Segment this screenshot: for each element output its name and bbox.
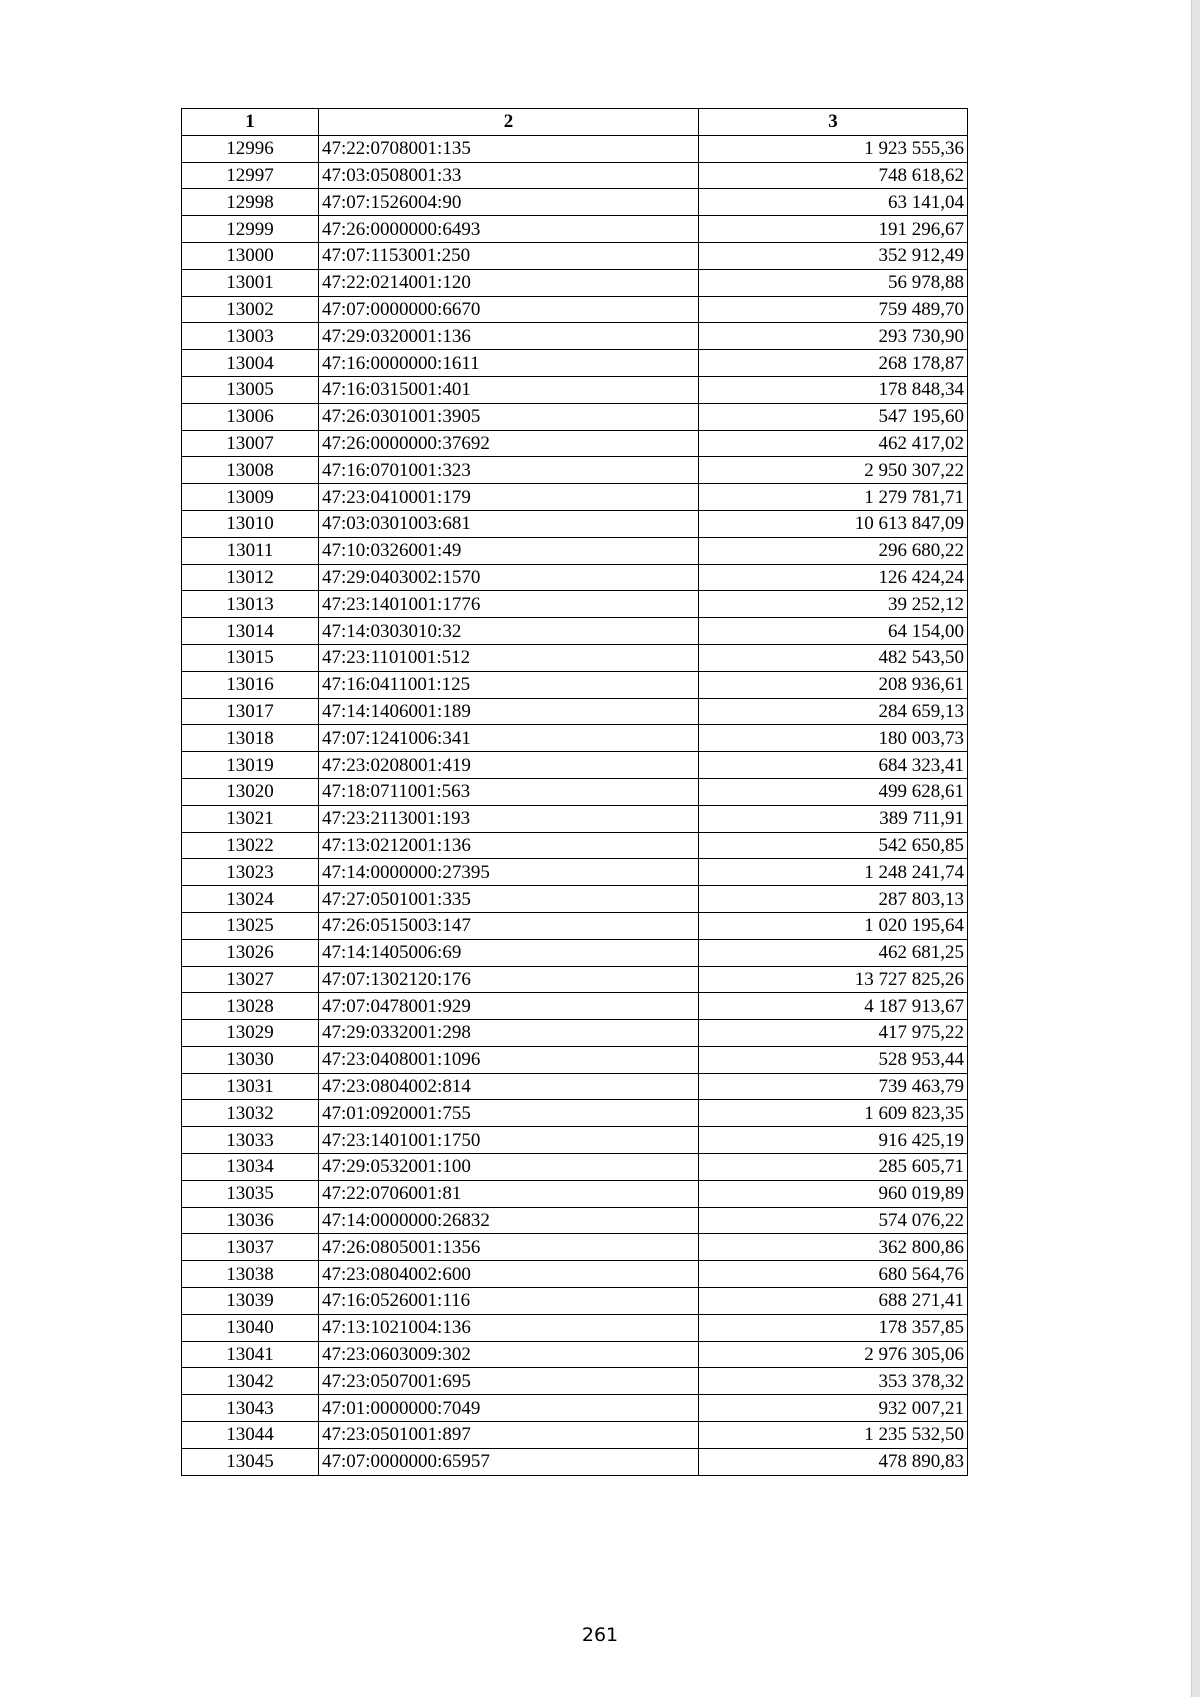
table-row [182,1020,968,1047]
table-row [182,376,968,403]
row-number-cell: 13019 [182,752,319,779]
table-row [182,1368,968,1395]
cadastral-number-cell: 47:29:0320001:136 [319,323,699,350]
row-number-cell: 13027 [182,966,319,993]
table-row [182,859,968,886]
amount-cell: 1 020 195,64 [699,912,968,939]
amount-cell: 916 425,19 [699,1127,968,1154]
amount-cell: 748 618,62 [699,162,968,189]
row-number-cell: 13026 [182,939,319,966]
row-number-cell: 13038 [182,1261,319,1288]
amount-cell: 39 252,12 [699,591,968,618]
row-number-cell: 13015 [182,644,319,671]
table-row [182,1073,968,1100]
amount-cell: 13 727 825,26 [699,966,968,993]
cadastral-number-cell: 47:03:0301003:681 [319,510,699,537]
table-row [182,912,968,939]
column-header-1: 1 [182,109,319,136]
cadastral-number-cell: 47:14:1405006:69 [319,939,699,966]
amount-cell: 287 803,13 [699,886,968,913]
amount-cell: 293 730,90 [699,323,968,350]
table-row [182,564,968,591]
row-number-cell: 13034 [182,1154,319,1181]
amount-cell: 296 680,22 [699,537,968,564]
row-number-cell: 13025 [182,912,319,939]
cadastral-number-cell: 47:26:0301001:3905 [319,403,699,430]
amount-cell: 499 628,61 [699,778,968,805]
amount-cell: 1 923 555,36 [699,135,968,162]
amount-cell: 208 936,61 [699,671,968,698]
row-number-cell: 13014 [182,618,319,645]
table-row [182,1448,968,1475]
amount-cell: 759 489,70 [699,296,968,323]
amount-cell: 1 235 532,50 [699,1422,968,1449]
table-row [182,510,968,537]
row-number-cell: 13041 [182,1341,319,1368]
cadastral-number-cell: 47:29:0532001:100 [319,1154,699,1181]
amount-cell: 932 007,21 [699,1395,968,1422]
amount-cell: 1 248 241,74 [699,859,968,886]
row-number-cell: 13037 [182,1234,319,1261]
amount-cell: 180 003,73 [699,725,968,752]
cadastral-number-cell: 47:10:0326001:49 [319,537,699,564]
table-row [182,537,968,564]
amount-cell: 1 279 781,71 [699,484,968,511]
table-row [182,1261,968,1288]
row-number-cell: 13012 [182,564,319,591]
row-number-cell: 13023 [182,859,319,886]
cadastral-number-cell: 47:23:0804002:600 [319,1261,699,1288]
column-header-3: 3 [699,109,968,136]
row-number-cell: 13040 [182,1314,319,1341]
cadastral-number-cell: 47:22:0708001:135 [319,135,699,162]
amount-cell: 284 659,13 [699,698,968,725]
table-row [182,1395,968,1422]
table-row [182,1127,968,1154]
amount-cell: 462 417,02 [699,430,968,457]
row-number-cell: 13033 [182,1127,319,1154]
row-number-cell: 13045 [182,1448,319,1475]
cadastral-number-cell: 47:16:0315001:401 [319,376,699,403]
cadastral-number-cell: 47:14:0000000:26832 [319,1207,699,1234]
table-row [182,591,968,618]
table-row [182,189,968,216]
row-number-cell: 13005 [182,376,319,403]
table-row [182,671,968,698]
cadastral-number-cell: 47:23:1401001:1750 [319,1127,699,1154]
table-row [182,216,968,243]
row-number-cell: 12998 [182,189,319,216]
cadastral-number-cell: 47:22:0214001:120 [319,269,699,296]
row-number-cell: 13036 [182,1207,319,1234]
row-number-cell: 13007 [182,430,319,457]
amount-cell: 739 463,79 [699,1073,968,1100]
cadastral-number-cell: 47:13:0212001:136 [319,832,699,859]
row-number-cell: 13000 [182,242,319,269]
table-row [182,725,968,752]
row-number-cell: 13020 [182,778,319,805]
amount-cell: 362 800,86 [699,1234,968,1261]
row-number-cell: 13032 [182,1100,319,1127]
row-number-cell: 13018 [182,725,319,752]
table-row [182,350,968,377]
amount-cell: 574 076,22 [699,1207,968,1234]
table-row [182,269,968,296]
cadastral-number-cell: 47:29:0332001:298 [319,1020,699,1047]
table-row [182,162,968,189]
row-number-cell: 13042 [182,1368,319,1395]
table-row [182,993,968,1020]
cadastral-number-cell: 47:07:1302120:176 [319,966,699,993]
amount-cell: 482 543,50 [699,644,968,671]
table-row [182,886,968,913]
data-table [181,108,968,1476]
amount-cell: 547 195,60 [699,403,968,430]
table-row [182,242,968,269]
cadastral-number-cell: 47:13:1021004:136 [319,1314,699,1341]
cadastral-number-cell: 47:07:1241006:341 [319,725,699,752]
cadastral-number-cell: 47:23:0507001:695 [319,1368,699,1395]
row-number-cell: 13006 [182,403,319,430]
row-number-cell: 13004 [182,350,319,377]
amount-cell: 268 178,87 [699,350,968,377]
row-number-cell: 13003 [182,323,319,350]
amount-cell: 191 296,67 [699,216,968,243]
table-row [182,1207,968,1234]
row-number-cell: 13017 [182,698,319,725]
table-row [182,484,968,511]
row-number-cell: 13029 [182,1020,319,1047]
table-header [182,109,968,136]
amount-cell: 352 912,49 [699,242,968,269]
cadastral-number-cell: 47:03:0508001:33 [319,162,699,189]
row-number-cell: 13024 [182,886,319,913]
cadastral-number-cell: 47:26:0000000:6493 [319,216,699,243]
table-row [182,966,968,993]
cadastral-number-cell: 47:07:0478001:929 [319,993,699,1020]
amount-cell: 4 187 913,67 [699,993,968,1020]
row-number-cell: 13002 [182,296,319,323]
row-number-cell: 13009 [182,484,319,511]
table-row [182,1180,968,1207]
row-number-cell: 13043 [182,1395,319,1422]
amount-cell: 680 564,76 [699,1261,968,1288]
cadastral-number-cell: 47:26:0805001:1356 [319,1234,699,1261]
amount-cell: 285 605,71 [699,1154,968,1181]
row-number-cell: 13021 [182,805,319,832]
amount-cell: 417 975,22 [699,1020,968,1047]
amount-cell: 353 378,32 [699,1368,968,1395]
cadastral-number-cell: 47:01:0920001:755 [319,1100,699,1127]
cadastral-number-cell: 47:23:0603009:302 [319,1341,699,1368]
amount-cell: 1 609 823,35 [699,1100,968,1127]
cadastral-number-cell: 47:29:0403002:1570 [319,564,699,591]
table-row [182,323,968,350]
row-number-cell: 12996 [182,135,319,162]
amount-cell: 478 890,83 [699,1448,968,1475]
table-row [182,296,968,323]
cadastral-number-cell: 47:23:0208001:419 [319,752,699,779]
column-header-2: 2 [319,109,699,136]
cadastral-number-cell: 47:16:0411001:125 [319,671,699,698]
row-number-cell: 13010 [182,510,319,537]
cadastral-number-cell: 47:07:0000000:6670 [319,296,699,323]
amount-cell: 2 976 305,06 [699,1341,968,1368]
row-number-cell: 13030 [182,1046,319,1073]
table-row [182,1422,968,1449]
cadastral-number-cell: 47:23:1401001:1776 [319,591,699,618]
cadastral-number-cell: 47:27:0501001:335 [319,886,699,913]
row-number-cell: 13028 [182,993,319,1020]
table-row [182,1046,968,1073]
table-row [182,618,968,645]
amount-cell: 528 953,44 [699,1046,968,1073]
table-row [182,1288,968,1315]
amount-cell: 63 141,04 [699,189,968,216]
row-number-cell: 13008 [182,457,319,484]
cadastral-number-cell: 47:23:0408001:1096 [319,1046,699,1073]
cadastral-number-cell: 47:14:1406001:189 [319,698,699,725]
row-number-cell: 13035 [182,1180,319,1207]
table-row [182,644,968,671]
amount-cell: 64 154,00 [699,618,968,645]
cadastral-number-cell: 47:16:0526001:116 [319,1288,699,1315]
table-row [182,805,968,832]
table-row [182,457,968,484]
row-number-cell: 13022 [182,832,319,859]
page-edge-scrollbar [1191,0,1200,1697]
cadastral-number-cell: 47:07:1526004:90 [319,189,699,216]
table-row [182,403,968,430]
cadastral-number-cell: 47:14:0000000:27395 [319,859,699,886]
amount-cell: 960 019,89 [699,1180,968,1207]
cadastral-number-cell: 47:23:0501001:897 [319,1422,699,1449]
amount-cell: 10 613 847,09 [699,510,968,537]
table-row [182,135,968,162]
table-body [182,135,968,1475]
cadastral-number-cell: 47:16:0000000:1611 [319,350,699,377]
cadastral-number-cell: 47:14:0303010:32 [319,618,699,645]
amount-cell: 389 711,91 [699,805,968,832]
row-number-cell: 13044 [182,1422,319,1449]
row-number-cell: 12997 [182,162,319,189]
cadastral-number-cell: 47:16:0701001:323 [319,457,699,484]
table-row [182,939,968,966]
row-number-cell: 13039 [182,1288,319,1315]
row-number-cell: 13016 [182,671,319,698]
cadastral-number-cell: 47:01:0000000:7049 [319,1395,699,1422]
cadastral-number-cell: 47:23:1101001:512 [319,644,699,671]
table-row [182,1234,968,1261]
table-row [182,832,968,859]
amount-cell: 56 978,88 [699,269,968,296]
page-number: 261 [581,1624,619,1646]
table-row [182,1154,968,1181]
amount-cell: 178 357,85 [699,1314,968,1341]
cadastral-number-cell: 47:23:0410001:179 [319,484,699,511]
table-row [182,1341,968,1368]
table-row [182,430,968,457]
row-number-cell: 13013 [182,591,319,618]
amount-cell: 462 681,25 [699,939,968,966]
cadastral-number-cell: 47:18:0711001:563 [319,778,699,805]
table-row [182,698,968,725]
row-number-cell: 12999 [182,216,319,243]
amount-cell: 178 848,34 [699,376,968,403]
amount-cell: 542 650,85 [699,832,968,859]
row-number-cell: 13001 [182,269,319,296]
row-number-cell: 13031 [182,1073,319,1100]
cadastral-number-cell: 47:07:1153001:250 [319,242,699,269]
amount-cell: 126 424,24 [699,564,968,591]
cadastral-number-cell: 47:23:0804002:814 [319,1073,699,1100]
table-row [182,752,968,779]
cadastral-number-cell: 47:23:2113001:193 [319,805,699,832]
amount-cell: 2 950 307,22 [699,457,968,484]
row-number-cell: 13011 [182,537,319,564]
cadastral-number-cell: 47:26:0000000:37692 [319,430,699,457]
amount-cell: 688 271,41 [699,1288,968,1315]
header-row [182,109,968,136]
table-row [182,1314,968,1341]
amount-cell: 684 323,41 [699,752,968,779]
cadastral-number-cell: 47:26:0515003:147 [319,912,699,939]
cadastral-number-cell: 47:22:0706001:81 [319,1180,699,1207]
table-row [182,1100,968,1127]
cadastral-number-cell: 47:07:0000000:65957 [319,1448,699,1475]
table-row [182,778,968,805]
